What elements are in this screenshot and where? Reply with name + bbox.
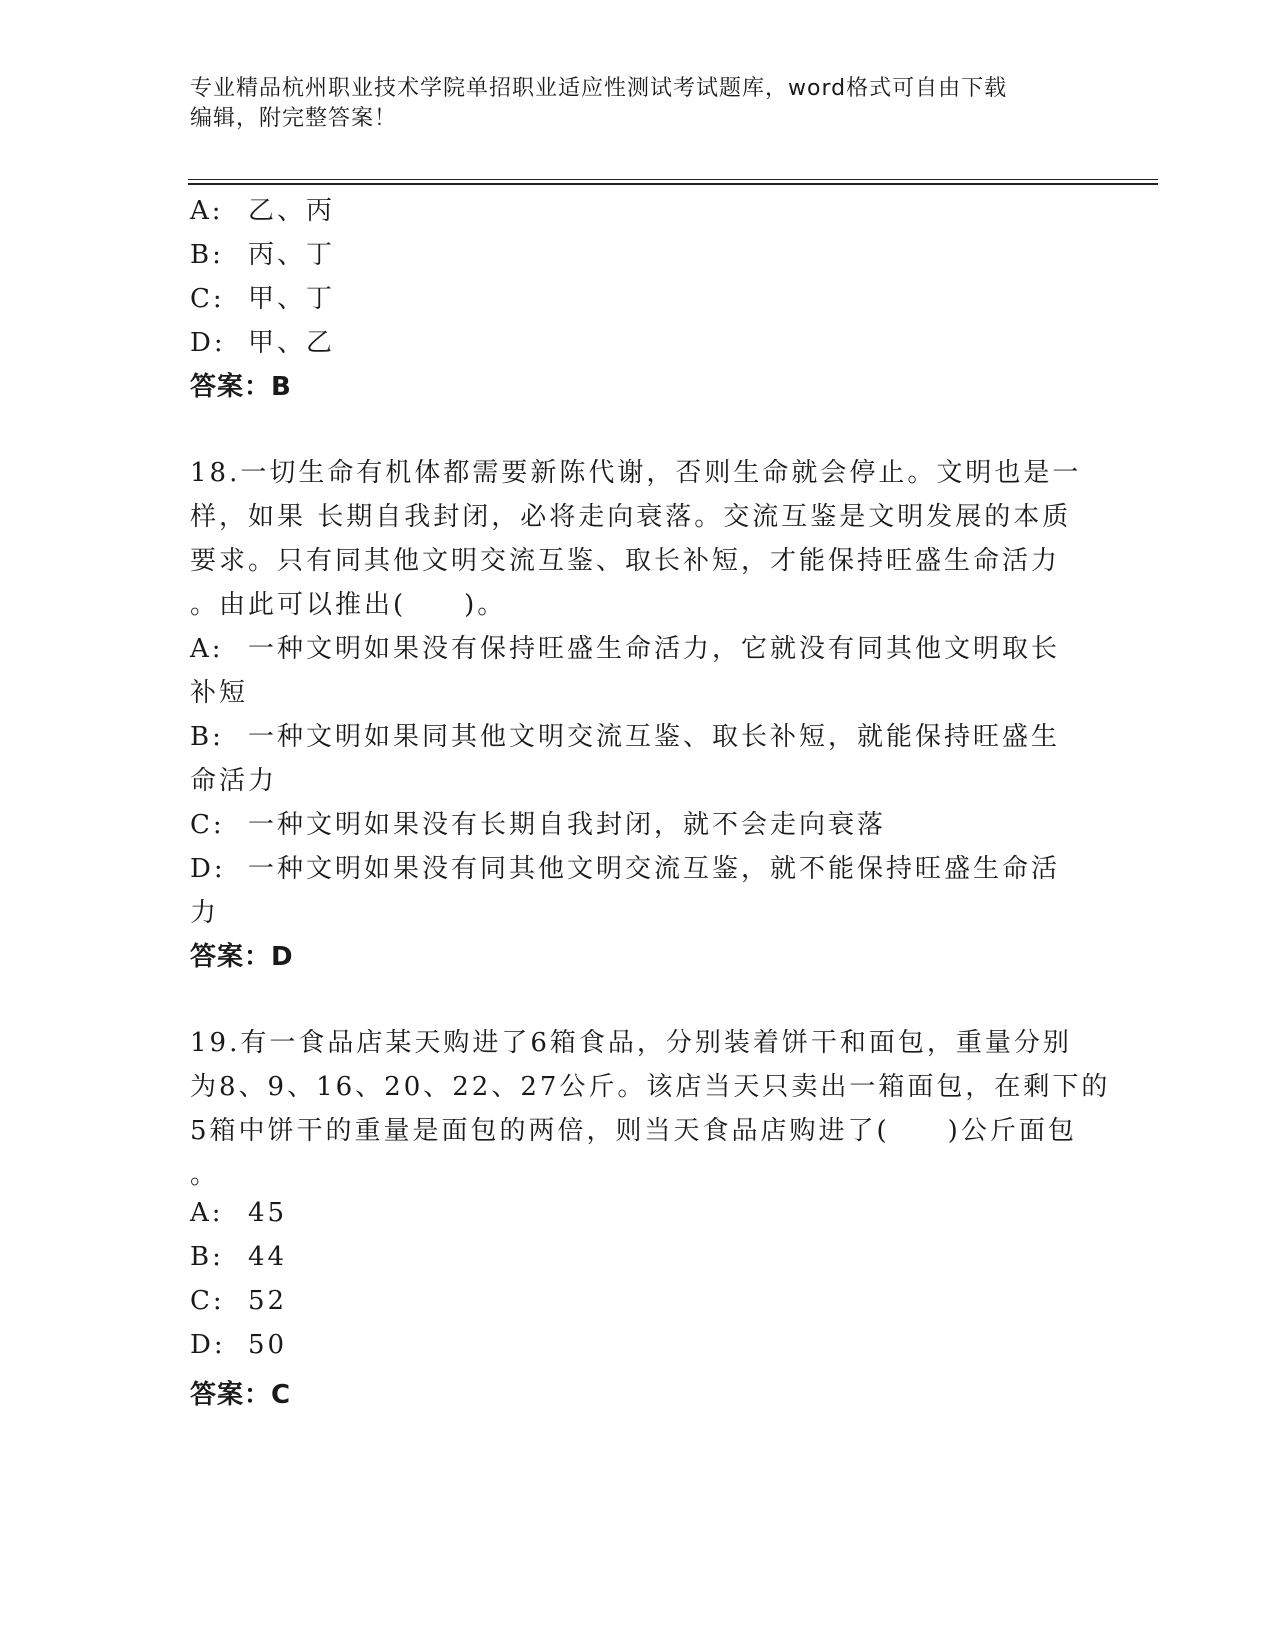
q18-option-a-cont: 补短 — [190, 678, 249, 708]
option-text: 50 — [248, 1330, 288, 1360]
option-text: 一种文明如果没有保持旺盛生命活力，它就没有同其他文明取长 — [248, 634, 1061, 664]
option-text: 44 — [248, 1242, 288, 1272]
q18-option-b-cont: 命活力 — [190, 766, 278, 796]
option-label: A: — [190, 634, 224, 664]
q19-stem-line-1: 19.有一食品店某天购进了6箱食品，分别装着饼干和面包，重量分别 — [190, 1028, 1072, 1058]
option-label: C: — [190, 810, 225, 840]
q17-option-d — [190, 322, 335, 359]
q18-option-c — [190, 804, 886, 841]
option-label: A: — [190, 1198, 224, 1228]
option-label: D: — [190, 854, 226, 884]
q18-option-b — [190, 716, 1060, 753]
q19-option-d — [190, 1330, 287, 1360]
q19-option-a — [190, 1198, 287, 1228]
q19-stem-line-4: 。 — [190, 1160, 220, 1190]
q17-answer: 答案：B — [190, 372, 292, 402]
header-divider-thin — [188, 179, 1158, 180]
header-line-1: 专业精品杭州职业技术学院单招职业适应性测试考试题库，word格式可自由下载 — [190, 76, 1008, 101]
option-text: 一种文明如果同其他文明交流互鉴、取长补短，就能保持旺盛生 — [248, 722, 1061, 752]
q18-stem-line-1: 18.一切生命有机体都需要新陈代谢，否则生命就会停止。文明也是一 — [190, 458, 1082, 488]
q19-stem-line-3: 5箱中饼干的重量是面包的两倍，则当天食品店购进了( )公斤面包 — [190, 1116, 1077, 1146]
option-text: 一种文明如果没有长期自我封闭，就不会走向衰落 — [248, 810, 887, 840]
option-label: B: — [190, 1242, 224, 1272]
option-text: 甲、乙 — [248, 328, 336, 358]
q17-option-a — [190, 190, 335, 227]
option-label: C: — [190, 1286, 225, 1316]
q19-answer: 答案：C — [190, 1380, 292, 1410]
option-label: D: — [190, 328, 226, 358]
option-text: 丙、丁 — [248, 240, 336, 270]
q18-stem-line-2: 样，如果 长期自我封闭，必将走向衰落。交流互鉴是文明发展的本质 — [190, 502, 1072, 532]
header-divider-thick — [188, 183, 1158, 185]
header-line-2: 编辑，附完整答案！ — [190, 106, 398, 131]
option-text: 45 — [248, 1198, 288, 1228]
q19-stem-line-2: 为8、9、16、20、22、27公斤。该店当天只卖出一箱面包，在剩下的 — [190, 1072, 1111, 1102]
option-label: A: — [190, 196, 224, 226]
q18-stem-line-3: 要求。只有同其他文明交流互鉴、取长补短，才能保持旺盛生命活力 — [190, 546, 1061, 576]
option-label: C: — [190, 284, 225, 314]
option-text: 52 — [248, 1286, 288, 1316]
q18-option-d — [190, 848, 1060, 885]
option-text: 一种文明如果没有同其他文明交流互鉴，就不能保持旺盛生命活 — [248, 854, 1061, 884]
option-label: B: — [190, 722, 224, 752]
option-label: B: — [190, 240, 224, 270]
option-text: 乙、丙 — [248, 196, 336, 226]
q18-stem-line-4: 。由此可以推出( )。 — [190, 590, 507, 620]
q18-option-d-cont: 力 — [190, 898, 220, 928]
option-text: 甲、丁 — [248, 284, 336, 314]
q19-option-b — [190, 1242, 287, 1272]
q17-option-b — [190, 234, 335, 271]
page-header — [190, 74, 1090, 134]
option-label: D: — [190, 1330, 226, 1360]
q18-option-a — [190, 628, 1060, 665]
q18-answer: 答案：D — [190, 942, 294, 972]
q19-option-c — [190, 1286, 287, 1316]
q17-option-c — [190, 278, 335, 315]
